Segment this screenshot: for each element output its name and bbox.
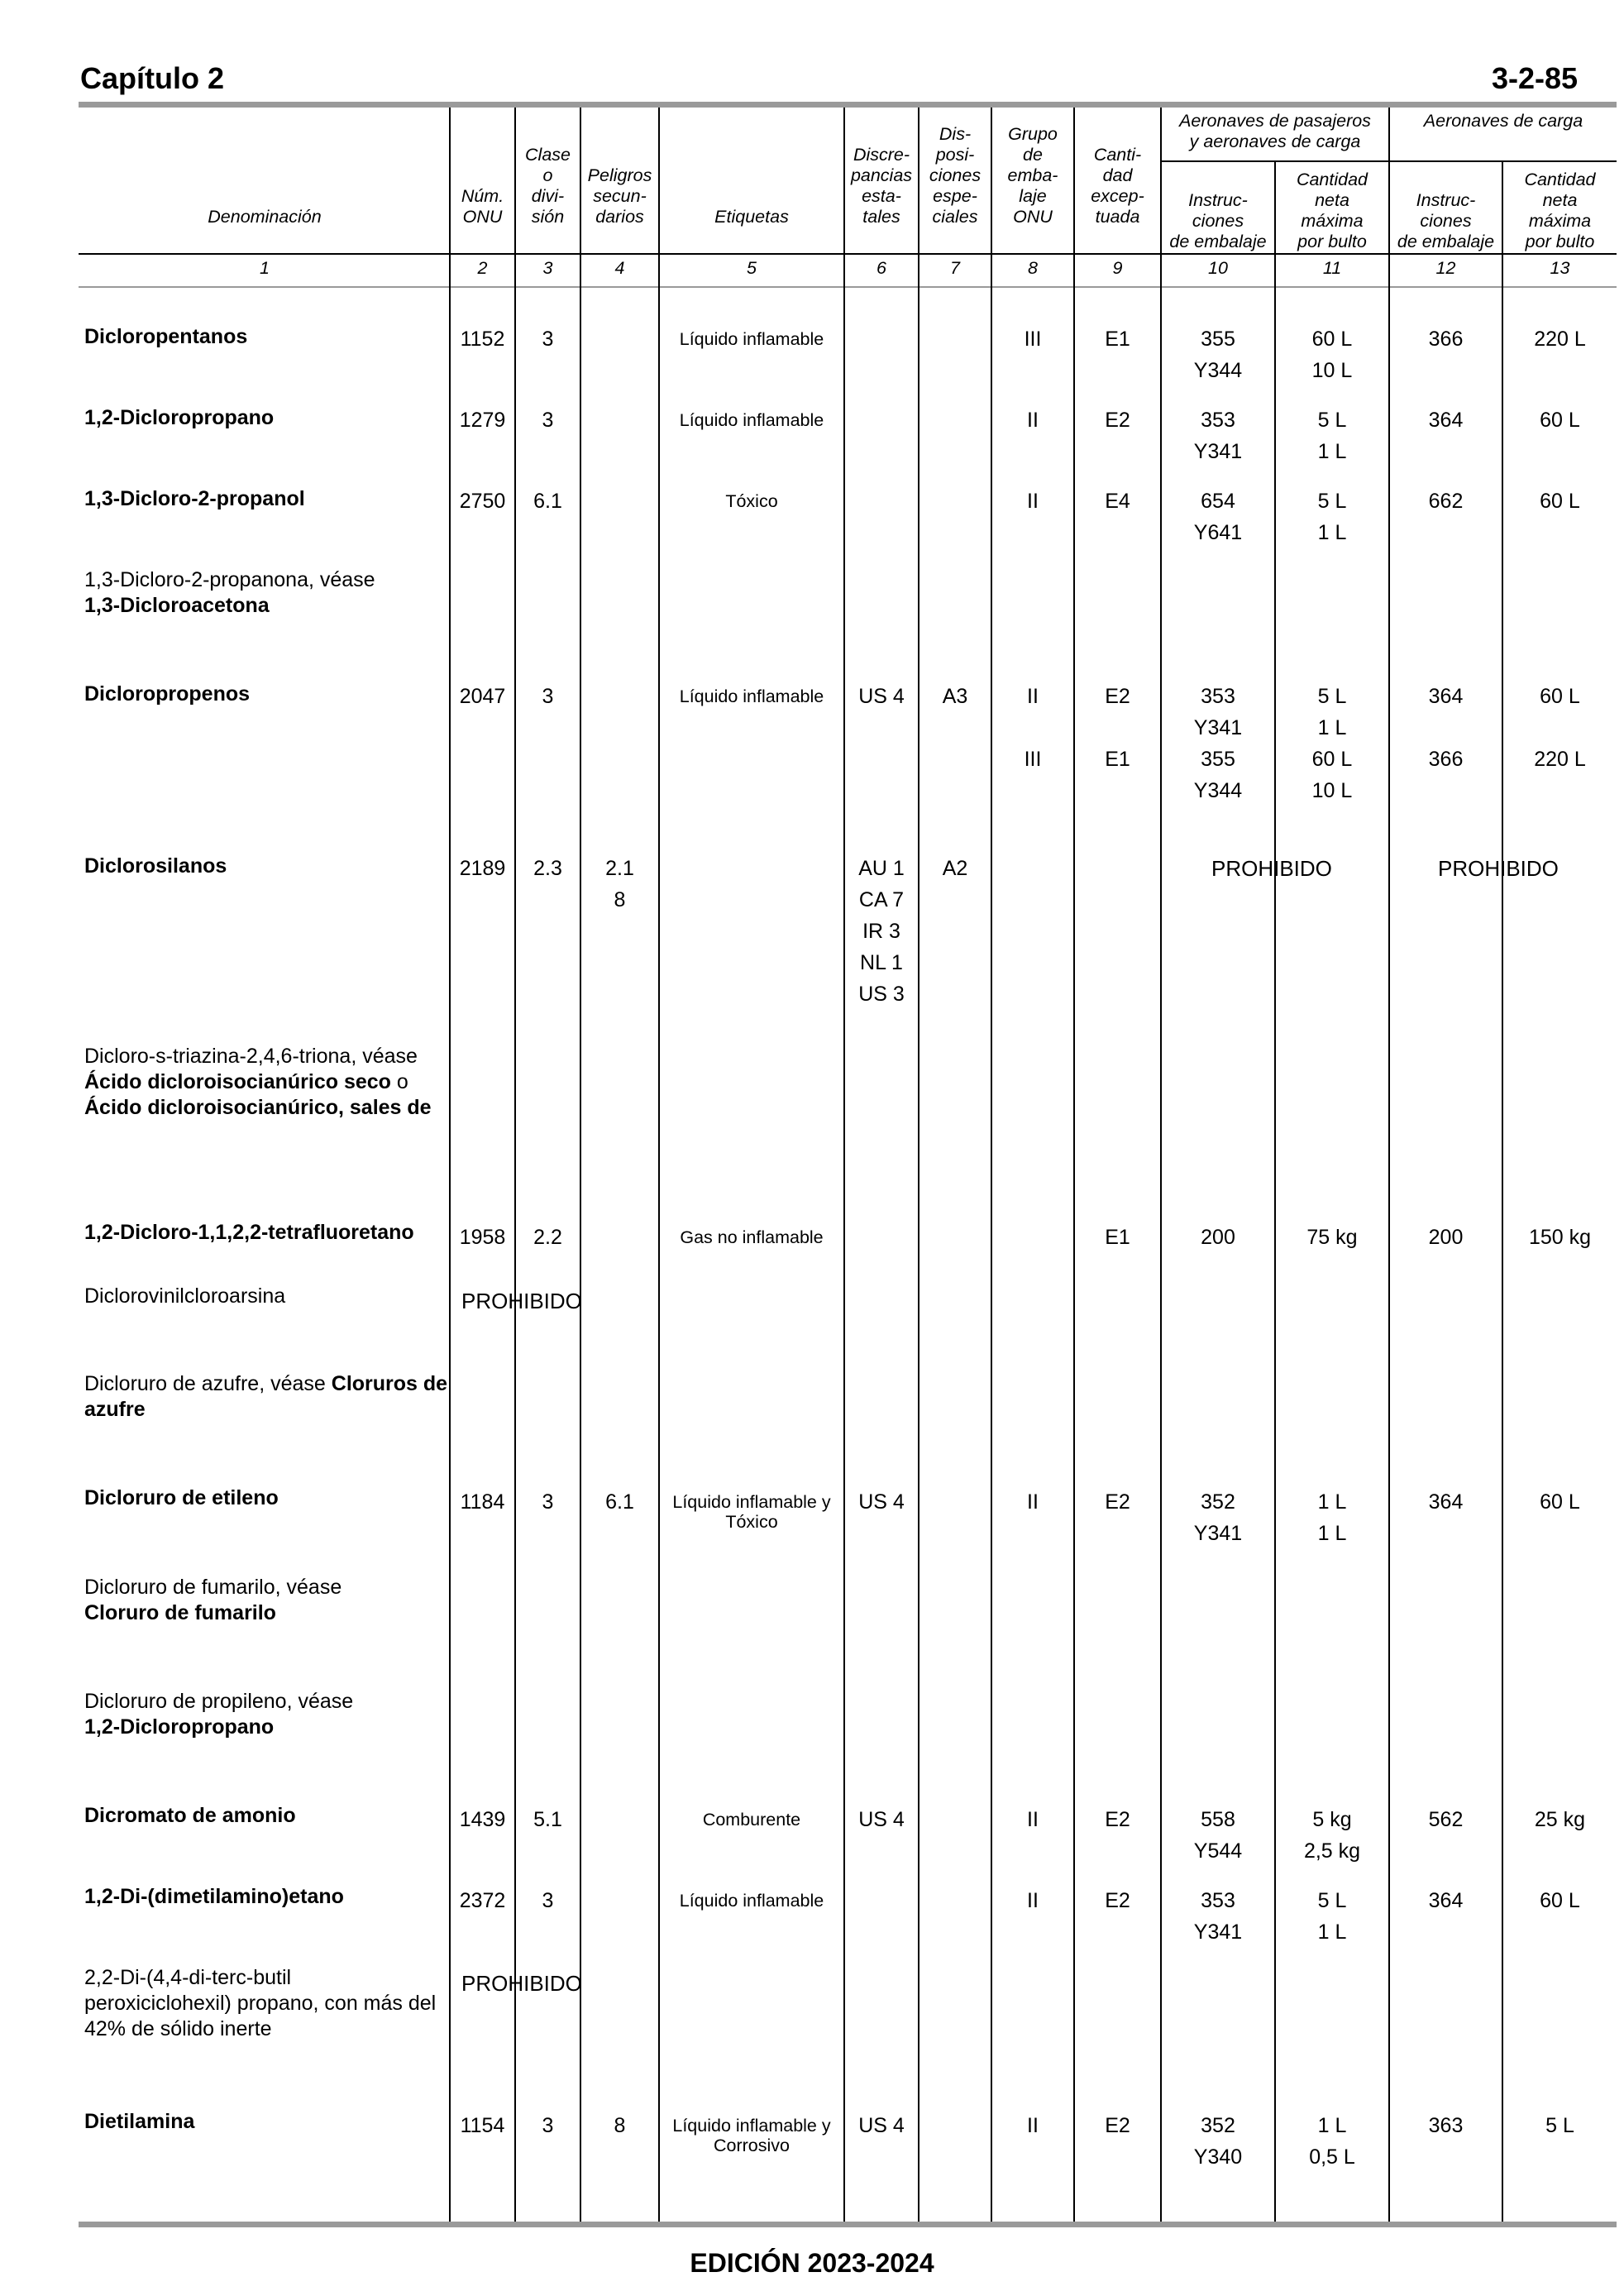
- class-division: 6.1: [533, 490, 562, 513]
- chapter-title: Capítulo 2: [80, 61, 225, 95]
- entry-name: [84, 1044, 448, 1121]
- subsidiary-hazard: 8: [614, 2114, 626, 2137]
- un-number: 1958: [459, 1226, 506, 1249]
- cargo-max-quantity: 220 L: [1534, 748, 1586, 771]
- page-number: 3-2-85: [1491, 61, 1578, 95]
- packing-group: II: [1027, 409, 1039, 432]
- header-instrucciones-pasajeros: Instruc- ciones de embalaje: [1169, 190, 1267, 251]
- cargo-packing-instruction: 364: [1428, 1889, 1464, 1912]
- passenger-max-quantity-ltd: 1 L: [1317, 440, 1347, 463]
- page-header: [79, 58, 1579, 99]
- cargo-packing-instruction: 366: [1428, 328, 1464, 351]
- hazard-label: Líquido inflamable: [679, 686, 824, 706]
- passenger-packing-instruction-ltd: Y341: [1193, 716, 1243, 739]
- un-number: 1184: [460, 1490, 505, 1514]
- passenger-packing-instruction: 558: [1201, 1808, 1235, 1831]
- entry-name: Diclorovinilcloroarsina: [84, 1284, 286, 1308]
- forbidden-cargo: PROHIBIDO: [1438, 856, 1559, 881]
- cargo-packing-instruction: 562: [1428, 1808, 1464, 1831]
- class-division: 2.3: [533, 857, 562, 880]
- class-division: 5.1: [533, 1808, 562, 1831]
- column-number: 1: [260, 258, 270, 278]
- passenger-packing-instruction: 353: [1201, 1889, 1235, 1912]
- packing-group: III: [1024, 328, 1042, 351]
- reference-target: Cloruros de azufre: [84, 1372, 448, 1421]
- col-divider: [918, 108, 919, 2222]
- entry-name: Dicloropropenos: [84, 682, 251, 706]
- column-number-rule: [79, 286, 1617, 288]
- entry-name: [84, 1689, 448, 1740]
- cargo-max-quantity: 150 kg: [1528, 1226, 1592, 1249]
- passenger-max-quantity-ltd: 1 L: [1317, 1522, 1347, 1545]
- packing-group: II: [1027, 1889, 1039, 1912]
- passenger-packing-instruction: 353: [1201, 685, 1235, 708]
- header-cantidad-carga: Cantidad neta máxima por bulto: [1524, 170, 1596, 251]
- hazard-label: Líquido inflamable: [679, 1891, 824, 1911]
- cargo-packing-instruction: 364: [1428, 685, 1464, 708]
- column-number: 7: [950, 258, 960, 278]
- class-division: 3: [542, 409, 554, 432]
- hazard-label: Líquido inflamable y Tóxico: [672, 1492, 831, 1532]
- entry-name: [84, 567, 448, 619]
- packing-group: II: [1027, 685, 1039, 708]
- hazard-label: Líquido inflamable: [679, 410, 824, 430]
- passenger-max-quantity-ltd: 0,5 L: [1309, 2145, 1355, 2169]
- cargo-packing-instruction: 366: [1428, 748, 1464, 771]
- un-number: 1154: [460, 2114, 505, 2137]
- hazard-label: Líquido inflamable: [679, 329, 824, 349]
- cargo-max-quantity: 220 L: [1534, 328, 1586, 351]
- reference-target: 1,2-Dicloropropano: [84, 1715, 275, 1739]
- bottom-rule: [79, 2222, 1617, 2227]
- passenger-packing-instruction-ltd: Y641: [1193, 521, 1243, 544]
- column-number: 11: [1322, 258, 1342, 278]
- passenger-packing-instruction: 352: [1201, 1490, 1235, 1514]
- cargo-max-quantity: 60 L: [1540, 409, 1580, 432]
- class-division: 3: [542, 1490, 554, 1514]
- packing-group: II: [1027, 490, 1039, 513]
- header-cantidad-pasajeros: Cantidad neta máxima por bulto: [1296, 170, 1368, 251]
- passenger-max-quantity-ltd: 10 L: [1311, 779, 1353, 802]
- reference-target: Cloruro de fumarilo: [84, 1601, 276, 1624]
- un-number: 2047: [459, 685, 506, 708]
- hazard-label: Líquido inflamable y Corrosivo: [672, 2116, 831, 2155]
- entry-name: 1,2-Dicloro-1,1,2,2-tetrafluoretano: [84, 1221, 414, 1244]
- reference-target: 1,3-Dicloroacetona: [84, 594, 270, 617]
- passenger-packing-instruction-ltd: Y341: [1193, 1522, 1243, 1545]
- cargo-max-quantity: 5 L: [1545, 2114, 1574, 2137]
- class-division: 3: [542, 328, 554, 351]
- entry-name: 1,2-Dicloropropano: [84, 406, 275, 429]
- column-number: 6: [876, 258, 886, 278]
- column-number: 9: [1112, 258, 1123, 278]
- header-clase: Clase o divi- sión: [525, 145, 571, 227]
- passenger-packing-instruction-ltd: Y341: [1193, 1921, 1243, 1944]
- header-disposiciones: Dis- posi- ciones espe- ciales: [929, 124, 982, 227]
- excepted-quantity: E2: [1105, 1490, 1130, 1514]
- class-division: 2.2: [533, 1226, 562, 1249]
- excepted-quantity: E2: [1105, 2114, 1130, 2137]
- class-division: 3: [542, 685, 554, 708]
- entry-name: 2,2-Di-(4,4-di-terc-butil peroxiciclohexil) propano, con más del 42% de sólido inerte: [84, 1966, 437, 2040]
- passenger-max-quantity-ltd: 1 L: [1317, 521, 1347, 544]
- footer-edition: EDICIÓN 2023-2024: [690, 2248, 934, 2278]
- passenger-packing-instruction-ltd: Y344: [1193, 359, 1243, 382]
- passenger-max-quantity: 5 L: [1317, 409, 1347, 432]
- packing-group: III: [1024, 748, 1042, 771]
- entry-name: [84, 1575, 448, 1626]
- entry-name: Dicloruro de etileno: [84, 1486, 279, 1509]
- state-variation: US 4: [858, 2114, 905, 2137]
- state-variation: US 4: [858, 1490, 905, 1514]
- header-grupo-embalaje: Grupo de emba- laje ONU: [1007, 124, 1058, 227]
- header-denominacion: Denominación: [208, 207, 322, 227]
- un-number: 1439: [459, 1808, 506, 1831]
- cargo-packing-instruction: 364: [1428, 1490, 1464, 1514]
- state-variation: US 3: [858, 983, 905, 1006]
- un-number: 2750: [459, 490, 506, 513]
- col-divider: [843, 108, 845, 2222]
- passenger-max-quantity-ltd: 1 L: [1317, 716, 1347, 739]
- un-number: 2372: [459, 1889, 506, 1912]
- excepted-quantity: E1: [1105, 748, 1130, 771]
- subsidiary-hazard: 2.1: [605, 857, 634, 880]
- cargo-max-quantity: 60 L: [1540, 685, 1580, 708]
- header-num-onu: Núm. ONU: [461, 186, 504, 227]
- entry-name: [84, 1371, 448, 1423]
- reference-target: Ácido dicloroisocianúrico seco: [84, 1070, 391, 1093]
- passenger-max-quantity: 5 kg: [1312, 1808, 1352, 1831]
- forbidden-all: PROHIBIDO: [461, 1289, 582, 1313]
- column-number: 10: [1208, 258, 1228, 278]
- special-provision: A3: [942, 685, 968, 708]
- class-division: 3: [542, 1889, 554, 1912]
- column-number: 4: [614, 258, 625, 278]
- hazard-label: Gas no inflamable: [680, 1227, 824, 1247]
- header-instrucciones-carga: Instruc- ciones de embalaje: [1397, 190, 1495, 251]
- passenger-max-quantity: 60 L: [1311, 748, 1353, 771]
- passenger-packing-instruction-ltd: Y344: [1193, 779, 1243, 802]
- passenger-max-quantity: 1 L: [1317, 1490, 1347, 1514]
- header-bottom-rule: [79, 253, 1617, 255]
- passenger-packing-instruction: 353: [1201, 409, 1235, 432]
- state-variation: AU 1: [858, 857, 905, 880]
- class-division: 3: [542, 2114, 554, 2137]
- reference-text: Dicloro-s-triazina-2,4,6-triona, véase: [84, 1045, 418, 1068]
- packing-group: II: [1027, 1490, 1039, 1514]
- excepted-quantity: E1: [1105, 328, 1130, 351]
- entry-name: 1,2-Di-(dimetilamino)etano: [84, 1885, 344, 1908]
- passenger-packing-instruction-ltd: Y341: [1193, 440, 1243, 463]
- reference-target: Ácido dicloroisocianúrico, sales de: [84, 1096, 432, 1119]
- entry-name: Dicromato de amonio: [84, 1804, 296, 1827]
- cargo-packing-instruction: 363: [1428, 2114, 1464, 2137]
- column-number: 8: [1028, 258, 1038, 278]
- hazard-label: Tóxico: [725, 491, 778, 511]
- reference-text: Dicloruro de azufre, véase: [84, 1372, 332, 1395]
- excepted-quantity: E2: [1105, 409, 1130, 432]
- entry-name: Dietilamina: [84, 2110, 195, 2133]
- reference-text: Dicloruro de propileno, véase: [84, 1690, 354, 1713]
- cargo-packing-instruction: 200: [1428, 1226, 1464, 1249]
- state-variation: NL 1: [860, 951, 903, 974]
- passenger-packing-instruction-ltd: Y340: [1193, 2145, 1243, 2169]
- state-variation: CA 7: [858, 888, 905, 911]
- passenger-max-quantity-ltd: 1 L: [1317, 1921, 1347, 1944]
- packing-group: II: [1027, 2114, 1039, 2137]
- passenger-max-quantity: 75 kg: [1306, 1226, 1358, 1249]
- column-number: 12: [1435, 258, 1456, 278]
- header-discrepancias: Discre- pancias esta- tales: [850, 145, 913, 227]
- column-number: 5: [747, 258, 757, 278]
- subsidiary-hazard: 6.1: [605, 1490, 634, 1514]
- passenger-max-quantity: 5 L: [1317, 490, 1347, 513]
- column-number: 3: [542, 258, 553, 278]
- reference-text: 1,3-Dicloro-2-propanona, véase: [84, 568, 375, 591]
- forbidden-passenger: PROHIBIDO: [1211, 856, 1332, 881]
- state-variation: IR 3: [862, 920, 900, 943]
- passenger-packing-instruction: 654: [1201, 490, 1235, 513]
- reference-text: Dicloruro de fumarilo, véase: [84, 1576, 342, 1599]
- cargo-packing-instruction: 662: [1428, 490, 1464, 513]
- col-divider: [580, 108, 581, 2222]
- top-rule: [79, 102, 1617, 108]
- excepted-quantity: E1: [1105, 1226, 1130, 1249]
- passenger-max-quantity: 5 L: [1317, 685, 1347, 708]
- excepted-quantity: E4: [1105, 490, 1130, 513]
- header-cantidad-exceptuada: Canti- dad excep- tuada: [1091, 145, 1144, 227]
- cargo-max-quantity: 60 L: [1540, 1889, 1580, 1912]
- state-variation: US 4: [858, 685, 905, 708]
- reference-connector: o: [390, 1070, 408, 1093]
- un-number: 2189: [459, 857, 506, 880]
- un-number: 1152: [460, 328, 505, 351]
- passenger-packing-instruction: 355: [1201, 748, 1235, 771]
- cargo-max-quantity: 60 L: [1540, 490, 1580, 513]
- cargo-max-quantity: 25 kg: [1534, 1808, 1586, 1831]
- passenger-max-quantity: 60 L: [1311, 328, 1353, 351]
- un-number: 1279: [459, 409, 506, 432]
- passenger-max-quantity: 1 L: [1317, 2114, 1347, 2137]
- header-etiquetas: Etiquetas: [714, 207, 789, 227]
- excepted-quantity: E2: [1105, 1889, 1130, 1912]
- forbidden-all: PROHIBIDO: [461, 1971, 582, 1996]
- passenger-packing-instruction: 352: [1201, 2114, 1235, 2137]
- excepted-quantity: E2: [1105, 1808, 1130, 1831]
- entry-name: Diclorosilanos: [84, 854, 227, 878]
- column-number: 13: [1550, 258, 1570, 278]
- excepted-quantity: E2: [1105, 685, 1130, 708]
- entry-name: 1,3-Dicloro-2-propanol: [84, 487, 305, 510]
- passenger-max-quantity: 5 L: [1317, 1889, 1347, 1912]
- passenger-packing-instruction: 355: [1201, 328, 1235, 351]
- header-aeronaves-pasajeros: Aeronaves de pasajeros y aeronaves de carga: [1179, 111, 1371, 151]
- cargo-max-quantity: 60 L: [1540, 1490, 1580, 1514]
- header-peligros: Peligros secun- darios: [587, 165, 652, 227]
- packing-group: II: [1027, 1808, 1039, 1831]
- passenger-max-quantity-ltd: 2,5 kg: [1303, 1839, 1361, 1863]
- passenger-packing-instruction-ltd: Y544: [1193, 1839, 1243, 1863]
- entry-name: Dicloropentanos: [84, 325, 248, 348]
- header-aeronaves-carga: Aeronaves de carga: [1423, 111, 1583, 131]
- column-number: 2: [477, 258, 488, 278]
- cargo-packing-instruction: 364: [1428, 409, 1464, 432]
- special-provision: A2: [942, 857, 968, 880]
- subsidiary-hazard: 8: [614, 888, 626, 911]
- hazard-label: Comburente: [702, 1810, 801, 1830]
- state-variation: US 4: [858, 1808, 905, 1831]
- passenger-packing-instruction: 200: [1201, 1226, 1235, 1249]
- passenger-max-quantity-ltd: 10 L: [1311, 359, 1353, 382]
